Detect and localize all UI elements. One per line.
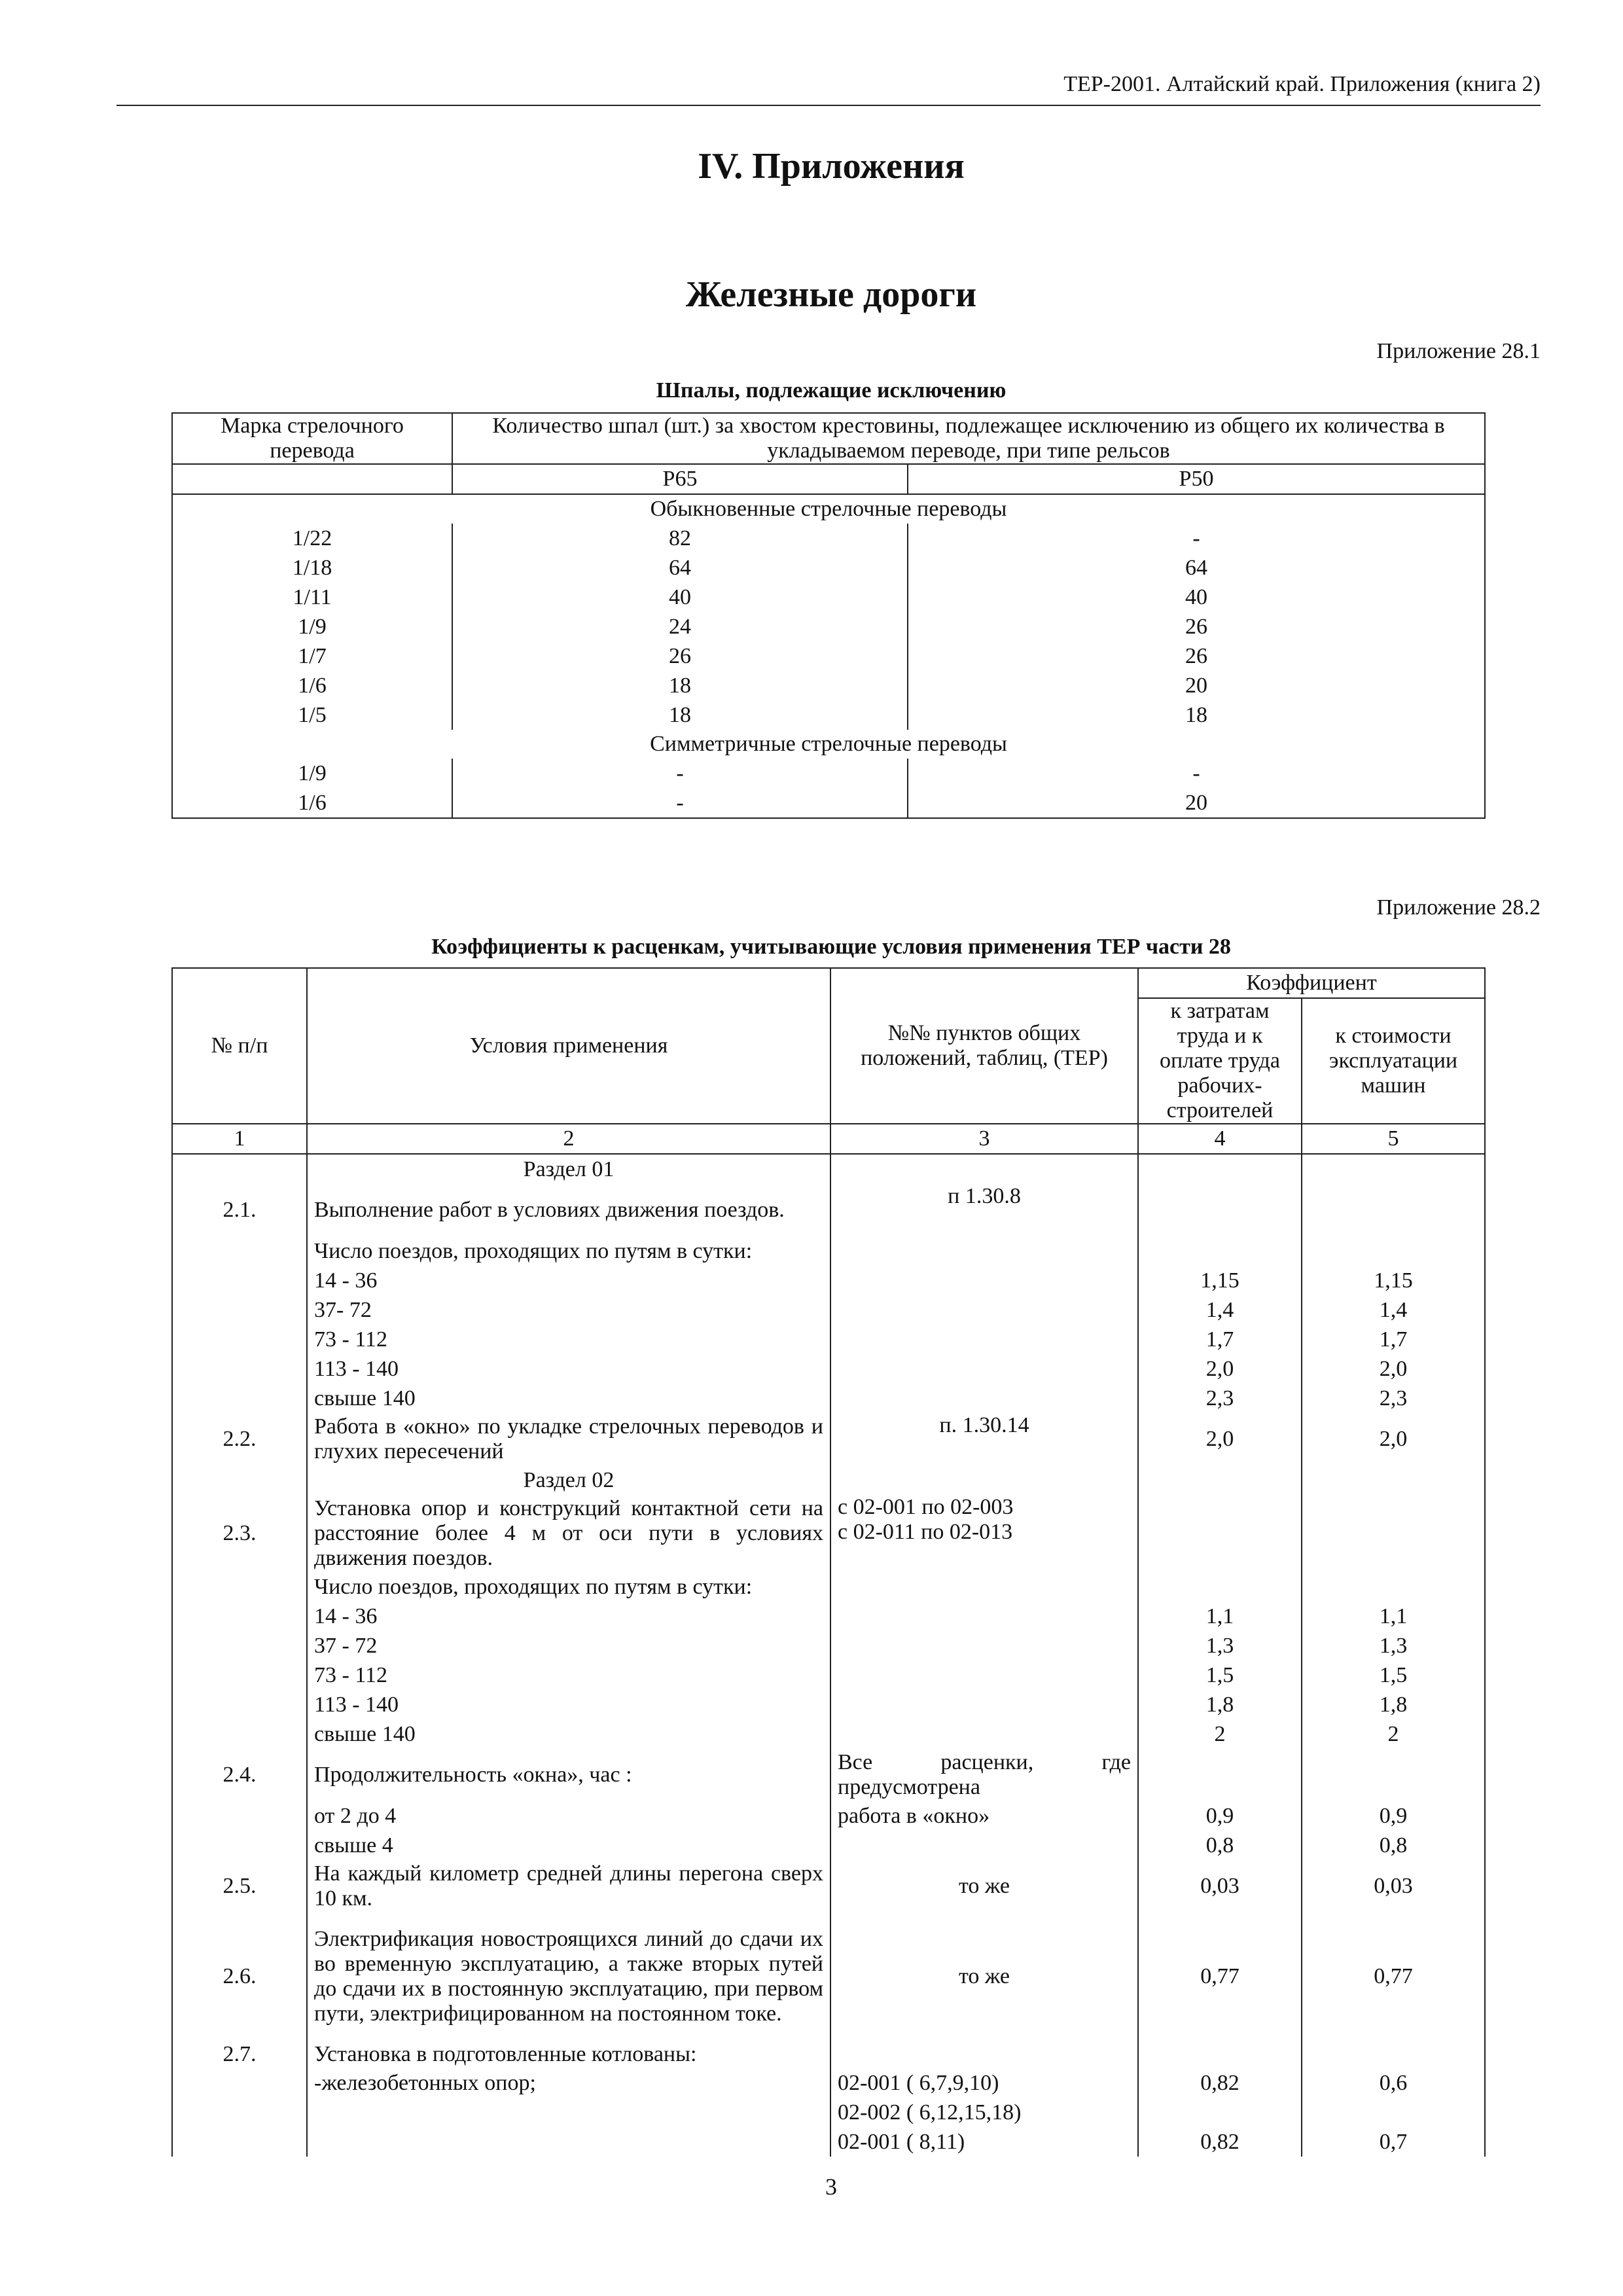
table-row: 1/9 24 26 — [172, 612, 1485, 641]
table-row: 113 - 140 1,8 1,8 — [172, 1690, 1485, 1719]
appendix-label-28-1: Приложение 28.1 — [1376, 339, 1541, 363]
table-row: 2.1. Выполнение работ в условиях движения поездов. п 1.30.8 — [172, 1184, 1485, 1236]
table-row: 1/7 26 26 — [172, 641, 1485, 671]
table-row: 02-002 ( 6,12,15,18) — [172, 2098, 1485, 2127]
table-row: 2.5. На каждый километр средней длины перегона сверх 10 км. то же 0,03 0,03 — [172, 1860, 1485, 1912]
col-number: 1 — [172, 1124, 307, 1154]
table-row: 2.6. Электрификация новостроящихся линий до сдачи их во временную эксплуатацию, а также вторых путей до сдачи их в постоянную эксплуатацию, при первом пути, электрифицированном на постоянном токе. то же 0,77 0,77 — [172, 1912, 1485, 2041]
appendix-label-28-2: Приложение 28.2 — [1376, 895, 1541, 920]
header-items: №№ пунктов общих положений, таблиц, (ТЕР) — [830, 968, 1138, 1124]
table-row: 1/22 82 - — [172, 524, 1485, 553]
section-symmetric-switches: Симметричные стрелочные переводы — [172, 730, 1485, 759]
table-row: 1/6 - 20 — [172, 788, 1485, 818]
table-row: 113 - 140 2,0 2,0 — [172, 1354, 1485, 1384]
table-row: 14 - 36 1,15 1,15 — [172, 1266, 1485, 1295]
header-num: № п/п — [172, 968, 307, 1124]
header-rail-r65: Р65 — [452, 464, 908, 494]
table-row: 2.4. Продолжительность «окна», час : Все расценки, где предусмотрена — [172, 1749, 1485, 1801]
coefficients-table: № п/п Условия применения №№ пунктов общих положений, таблиц, (ТЕР) Коэффициент к затратам труда и к оплате труда рабочих-строителей к стоимости эксплуатации машин 1 2 3 4 5 Раздел 01 2.1. Выполнение работ в условиях движения поездов. п 1.30.8 Число поездов, проходящих по путям в сутки: 14 - 36 1,15 1,15 37- 72 1,4 1,4 73 - 112 1,7 1,7 113 - 140 2,0 2,0 свыше 140 2,3 2,3 2.2. Работа в «окно» по укладке стрелочных переводов и глухих пересечений п. 1.30.14 2,0 2,0 Раздел 02 2.3. Установка опор и конструкций контактной сети на расстояние более 4 м от оси пути в условиях движения поездов. с 02-001 по 02-003 с 02-011 по 02-013 Число поездов, проходящих по путям в сутки: 14 - 36 1,1 1,1 37 - 72 1,3 1,3 73 - 112 1,5 1,5 113 - 140 1,8 1,8 свыше 140 2 2 2.4. Продолжительность «окна», час : Все расценки, где предусмотрена от 2 до 4 работа в «окно» 0,9 0,9 свыше 4 0,8 0,8 2.5. На каждый километр средней длины перегона сверх 10 км. то же 0,03 0,03 2.6. Электрификация новостроящихся линий до сдачи их во временную эксплуатацию, а также вторых путей до сдачи их в постоянную эксплуатацию, при первом пути, электрифицированном на постоянном токе. то же 0,77 0,77 2.7. Установка в подготовленные котлованы: -железобетонных опор; 02-001 ( 6,7,9,10) 0,82 0,6 02-002 ( 6,12,15,18) 02-001 ( 8,11) 0,82 0,7 — [171, 967, 1486, 2157]
table-row: свыше 140 2,3 2,3 — [172, 1384, 1485, 1413]
header-switch-mark: Марка стрелочного перевода — [172, 413, 452, 464]
section-ordinary-switches: Обыкновенные стрелочные переводы — [172, 494, 1485, 524]
col-number: 3 — [830, 1124, 1138, 1154]
col-number: 5 — [1302, 1124, 1485, 1154]
table2-caption: Коэффициенты к расценкам, учитывающие условия применения ТЕР части 28 — [431, 935, 1231, 959]
section-title: Железные дороги — [685, 274, 977, 315]
table-row: свыше 4 0,8 0,8 — [172, 1831, 1485, 1860]
section-01-label: Раздел 01 — [307, 1154, 830, 1184]
header-coef-labor: к затратам труда и к оплате труда рабочих-строителей — [1138, 998, 1302, 1124]
table-row: 37- 72 1,4 1,4 — [172, 1295, 1485, 1325]
sleepers-table — [171, 412, 1486, 819]
table-row: 73 - 112 1,5 1,5 — [172, 1660, 1485, 1690]
table-row: 2.3. Установка опор и конструкций контактной сети на расстояние более 4 м от оси пути в условиях движения поездов. с 02-001 по 02-003 с 02-011 по 02-013 — [172, 1495, 1485, 1572]
table-row: от 2 до 4 работа в «окно» 0,9 0,9 — [172, 1801, 1485, 1831]
header-rail-r50: Р50 — [908, 464, 1485, 494]
col-number: 2 — [307, 1124, 830, 1154]
table-row: 1/18 64 64 — [172, 553, 1485, 583]
header-sleeper-count: Количество шпал (шт.) за хвостом крестовины, подлежащее исключению из общего их количества в укладываемом переводе, при типе рельсов — [452, 413, 1485, 464]
table-row: -железобетонных опор; 02-001 ( 6,7,9,10) 0,82 0,6 — [172, 2068, 1485, 2098]
table-row: 02-001 ( 8,11) 0,82 0,7 — [172, 2127, 1485, 2157]
table-row: 1/9 - - — [172, 759, 1485, 788]
section-02-label: Раздел 02 — [307, 1465, 830, 1495]
table-row: 73 - 112 1,7 1,7 — [172, 1325, 1485, 1354]
page-title: IV. Приложения — [698, 146, 965, 187]
table-row: 1/11 40 40 — [172, 583, 1485, 612]
header-coefficient: Коэффициент — [1138, 968, 1485, 998]
table-row: свыше 140 2 2 — [172, 1719, 1485, 1749]
col-number: 4 — [1138, 1124, 1302, 1154]
table-row: 1/5 18 18 — [172, 700, 1485, 730]
table-row: 2.7. Установка в подготовленные котлованы: — [172, 2041, 1485, 2068]
table-row: 1/6 18 20 — [172, 671, 1485, 700]
table-row: 37 - 72 1,3 1,3 — [172, 1631, 1485, 1660]
table-row: 14 - 36 1,1 1,1 — [172, 1602, 1485, 1631]
header-rule — [116, 105, 1541, 106]
table-row: 2.2. Работа в «окно» по укладке стрелочных переводов и глухих пересечений п. 1.30.14 2,0 2,0 — [172, 1413, 1485, 1465]
page-number: 3 — [825, 2174, 837, 2200]
running-head: ТЕР-2001. Алтайский край. Приложения (книга 2) — [1063, 72, 1541, 96]
header-coef-machines: к стоимости эксплуатации машин — [1302, 998, 1485, 1124]
table1-caption: Шпалы, подлежащие исключению — [656, 378, 1007, 403]
header-conditions: Условия применения — [307, 968, 830, 1124]
